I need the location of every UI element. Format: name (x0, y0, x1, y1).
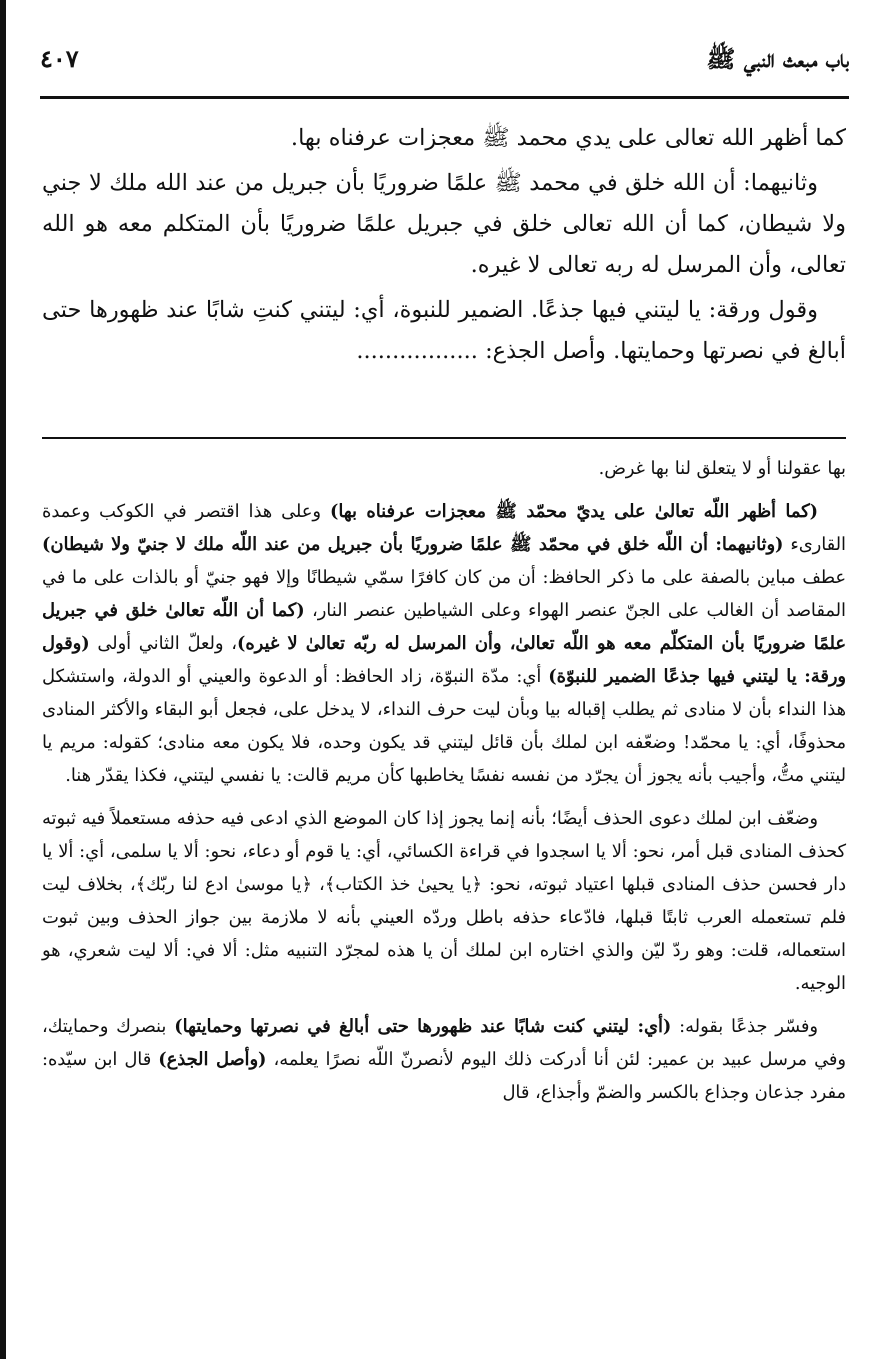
commentary-text (42, 452, 846, 1119)
commentary-divider (42, 437, 846, 439)
commentary-text-run: ، ولعلّ الثاني أولى (89, 633, 237, 654)
commentary-text-run: وعلى هذا اقتصر في الكوكب وعمدة القارىء (42, 501, 846, 555)
quoted-main-text: (أي: ليتني كنت شابًا عند ظهورها حتى أبالغ في نصرتها وحمايتها) (174, 1016, 672, 1037)
quoted-main-text: (وثانيهما: أن اللّه خلق في محمّد ﷺ علمًا ضروريًا بأن جبريل من عند اللّه ملك لا جنيّ ولا شيطان) (42, 534, 784, 555)
commentary-text-run: قال ابن سيّده: مفرد جذعان وجذاع بالكسر والضمّ وأجذاع، قال (42, 1049, 846, 1103)
quoted-main-text: (وقول ورقة: يا ليتني فيها جذعًا الضمير للنبوّة) (42, 633, 846, 687)
commentary-text-run: وفسّر جذعًا بقوله: (671, 1016, 818, 1037)
quoted-main-text: (كما أظهر اللّه تعالىٰ على يديّ محمّد ﷺ معجزات عرفناه بها) (329, 501, 818, 522)
commentary-text-run: عطف مباين بالصفة على ما ذكر الحافظ: أن من كان كافرًا سمّي شيطانًا وإلا فهو جنيّ أو بالذات على ما في المقاصد أن الغالب على الجنّ عنصر الهواء وعلى الشياطين عنصر النار، (42, 567, 846, 621)
quoted-main-text: (وأصل الجذع) (158, 1049, 267, 1070)
page-edge-rule (0, 0, 6, 1359)
main-paragraph: كما أظهر الله تعالى على يدي محمد ﷺ معجزات عرفناه بها. (290, 125, 846, 151)
chapter-title: باب مبعث النبي ﷺ (706, 44, 849, 73)
commentary-paragraph: وضعّف ابن لملك دعوى الحذف أيضًا؛ بأنه إنما يجوز إذا كان الموضع الذي ادعى فيه حذفه مستعملاً فيه ثبوته كحذف المنادى قبل أمر، نحو: ألا يا اسجدوا في قراءة الكسائي، أي: يا قوم أو دعاء، نحو: ألا يا سلمى، أي: ألا يا دار فحسن حذف المنادى قبلها اعتياد ثبوته، نحو: ﴿يا يحيىٰ خذ الكتاب﴾، ﴿يا موسىٰ ادع لنا ربّك﴾، بخلاف ليت فلم تستعمله العرب ثابتًا قبلها، فادّعاء حذفه باطل وردّه العيني بأنه لا ملازمة بين جواز الحذف وبين ثبوت استعماله، قلت: وهو ردّ ليّن والذي اختاره ابن لملك أن يا هذه لمجرّد التنبيه مثل: ألا في: ألا ليت شعري، هو الوجيه. (42, 808, 846, 994)
commentary-paragraph (42, 1010, 846, 1109)
commentary-paragraph: بها عقولنا أو لا يتعلق لنا بها غرض. (598, 458, 846, 479)
header-divider (40, 96, 849, 99)
commentary-paragraph (42, 495, 846, 792)
running-header (40, 44, 849, 84)
quoted-main-text: (كما أن اللّه تعالىٰ خلق في جبريل علمًا ضروريًا بأن المتكلّم معه هو اللّه تعالىٰ، وأن المرسل له ربّه تعالىٰ لا غيره) (42, 600, 846, 654)
main-paragraph: وثانيهما: أن الله خلق في محمد ﷺ علمًا ضروريًا بأن جبريل من عند الله ملك لا جني ولا شيطان، كما أن الله تعالى خلق في جبريل علمًا ضروريًا بأن المتكلم معه هو الله تعالى، وأن المرسل له ربه تعالى لا غيره. (42, 170, 846, 278)
page-number: ٤٠٧ (40, 44, 79, 73)
commentary-text-run: بنصرك وحمايتك، وفي مرسل عبيد بن عمير: لئن أنا أدركت ذلك اليوم لأنصرنّ اللّه نصرًا يعلمه، (42, 1016, 847, 1070)
main-text (42, 118, 846, 376)
main-paragraph: وقول ورقة: يا ليتني فيها جذعًا. الضمير للنبوة، أي: ليتني كنتِ شابًا عند ظهورها حتى أبالغ في نصرتها وحمايتها. وأصل الجذع: ................. (42, 297, 846, 364)
commentary-text-run: أي: مدّة النبوّة، زاد الحافظ: أو الدعوة والعيني أو الدولة، واستشكل هذا النداء بأن لا منادى ثم يطلب إقباله بيا وبأن ليت حرف النداء، لا يدخل على، فجعل أبو البقاء والأكثر المنادى محذوفًا، أي: يا محمّد! وضعّفه ابن لملك بأن قائل ليتني قد يكون وحده، فلا يكون معه منادى؛ كقوله: مريم يا ليتني متُّ، وأجيب بأنه يجوز أن يجرّد من نفسه نفسًا يخاطبها كأن مريم قالت: يا نفسي ليتني، فكذا يقدّر هنا. (42, 666, 846, 786)
